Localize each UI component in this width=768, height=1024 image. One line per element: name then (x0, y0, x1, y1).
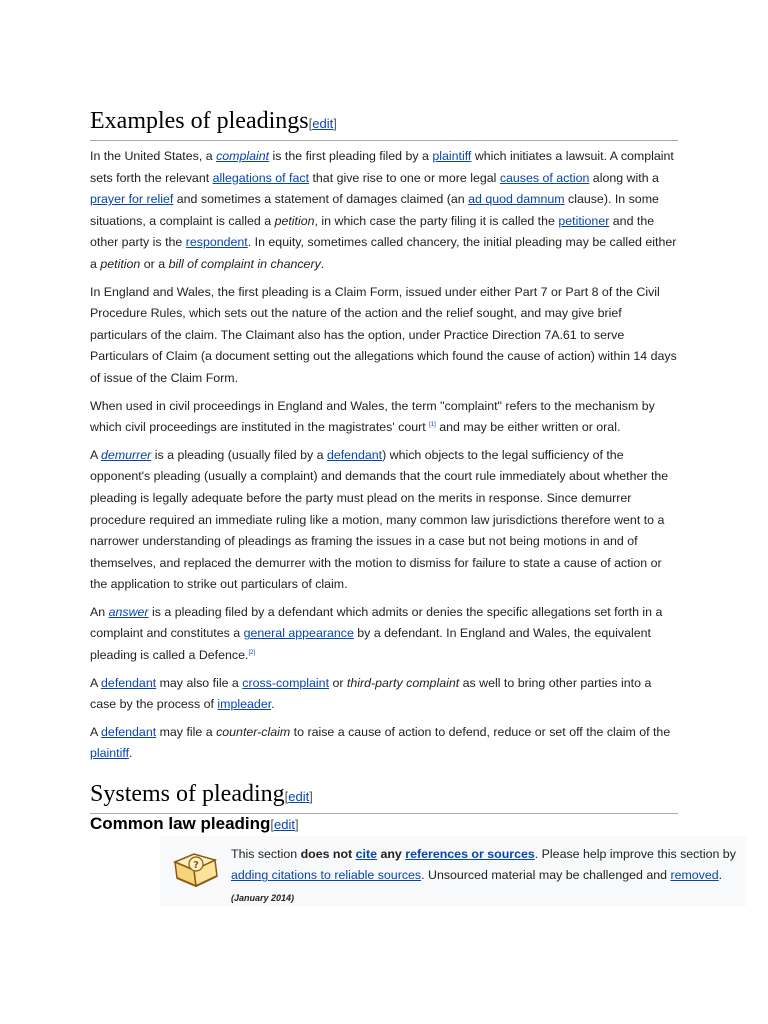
edit-link[interactable]: edit (312, 116, 334, 131)
section-heading-systems (90, 780, 678, 814)
edit-link[interactable]: edit (288, 789, 310, 804)
link-demurrer[interactable]: demurrer (101, 447, 152, 462)
link-impleader[interactable]: impleader (217, 697, 272, 712)
link-defendant[interactable]: defendant (326, 447, 383, 462)
link-adding-citations[interactable]: adding citations to reliable sources (231, 868, 422, 883)
paragraph-demurrer: A demurrer is a pleading (usually filed by a defendant) which objects to the legal sufficiency of the opponent's pleading (usually a complaint) and demands that the court rule immediately about whether the pleading is legally adequate before the party must plead on the merits in response. Since demurrer procedure required an immediate ruling like a motion, many common law jurisdictions therefore went to a narrower understanding of pleadings as framing the issues in a case but not being motions in and of themselves, and replaced the demurrer with the motion to dismiss for failure to state a cause of action or the application to strike out particulars of claim. (90, 447, 669, 592)
link-allegations-of-fact[interactable]: allegations of fact (212, 170, 310, 185)
edit-section-systems: [edit] (284, 789, 313, 804)
paragraph-counter-claim: A defendant may file a counter-claim to raise a cause of action to defend, reduce or set off the claim of the plaintiff. (90, 724, 671, 761)
edit-link[interactable]: edit (274, 817, 295, 832)
link-plaintiff[interactable]: plaintiff (90, 746, 130, 761)
paragraph-complaint: In the United States, a complaint is the first pleading filed by a plaintiff which initiates a lawsuit. A complaint sets forth the relevant allegations of fact that give rise to one or more legal causes of action along with a prayer for relief and sometimes a statement of damages claimed (an ad quod damnum clause). In some situations, a complaint is called a petition, in which case the party filing it is called the petitioner and the other party is the respondent. In equity, sometimes called chancery, the initial pleading may be called either a petition or a bill of complaint in chancery. (90, 149, 677, 271)
link-general-appearance[interactable]: general appearance (243, 626, 354, 641)
link-complaint[interactable]: complaint (216, 149, 270, 163)
link-references-or-sources[interactable]: references or sources (405, 847, 535, 861)
link-answer[interactable]: answer (108, 604, 149, 619)
edit-section-examples: [edit] (308, 116, 337, 131)
book-question-icon (172, 850, 220, 890)
link-petitioner[interactable]: petitioner (558, 213, 610, 228)
section-title: Systems of pleading (90, 781, 285, 807)
svg-text:?: ? (193, 860, 199, 871)
link-plaintiff[interactable]: plaintiff (432, 149, 472, 163)
notice-text: This section does not cite any references or sources. Please help improve this section by adding citations to reliable sources. Unsourced material may be challenged and removed. (January 2014) (231, 847, 736, 903)
section-heading-examples (90, 107, 678, 141)
section-title: Examples of pleadings (90, 108, 309, 134)
paragraph-claim-form: In England and Wales, the first pleading is a Claim Form, issued under either Part 7 or Part 8 of the Civil Procedure Rules, which sets out the nature of the action and the relief sought, and may give brief particulars of the claim. The Claimant also has the option, under Practice Direction 7A.61 to serve Particulars of Claim (a document setting out the allegations which found the cause of action) within 14 days of issue of the Claim Form. (90, 284, 677, 385)
subsection-title: Common law pleading (90, 814, 271, 833)
reference-2[interactable]: [2] (248, 649, 256, 656)
paragraph-cross-complaint: A defendant may also file a cross-complaint or third-party complaint as well to bring other parties into a case by the process of impleader. (90, 675, 652, 712)
link-removed[interactable]: removed (670, 868, 719, 883)
paragraph-answer: An answer is a pleading filed by a defendant which admits or denies the specific allegations set forth in a complaint and constitutes a general appearance by a defendant. In England and Wales, the equivalent pleading is called a Defence.[2] (90, 604, 663, 663)
unsourced-section-notice (160, 836, 746, 906)
subsection-heading-common-law (90, 813, 678, 836)
link-prayer-for-relief[interactable]: prayer for relief (90, 192, 174, 207)
link-ad-quod-damnum[interactable]: ad quod damnum (468, 192, 565, 207)
link-respondent[interactable]: respondent (185, 235, 248, 250)
link-causes-of-action[interactable]: causes of action (499, 170, 590, 185)
paragraph-magistrates-complaint: When used in civil proceedings in England and Wales, the term "complaint" refers to the mechanism by which civil proceedings are instituted in the magistrates' court [1] and may be either written or oral. (90, 398, 655, 435)
link-defendant[interactable]: defendant (101, 675, 157, 690)
notice-date: (January 2014) (231, 892, 295, 903)
link-cross-complaint[interactable]: cross-complaint (242, 675, 330, 690)
link-defendant[interactable]: defendant (101, 724, 157, 739)
section-body-examples (90, 146, 678, 765)
edit-section-common-law: [edit] (270, 817, 299, 832)
link-cite[interactable]: cite (355, 847, 378, 861)
reference-1[interactable]: [1] (429, 422, 436, 428)
